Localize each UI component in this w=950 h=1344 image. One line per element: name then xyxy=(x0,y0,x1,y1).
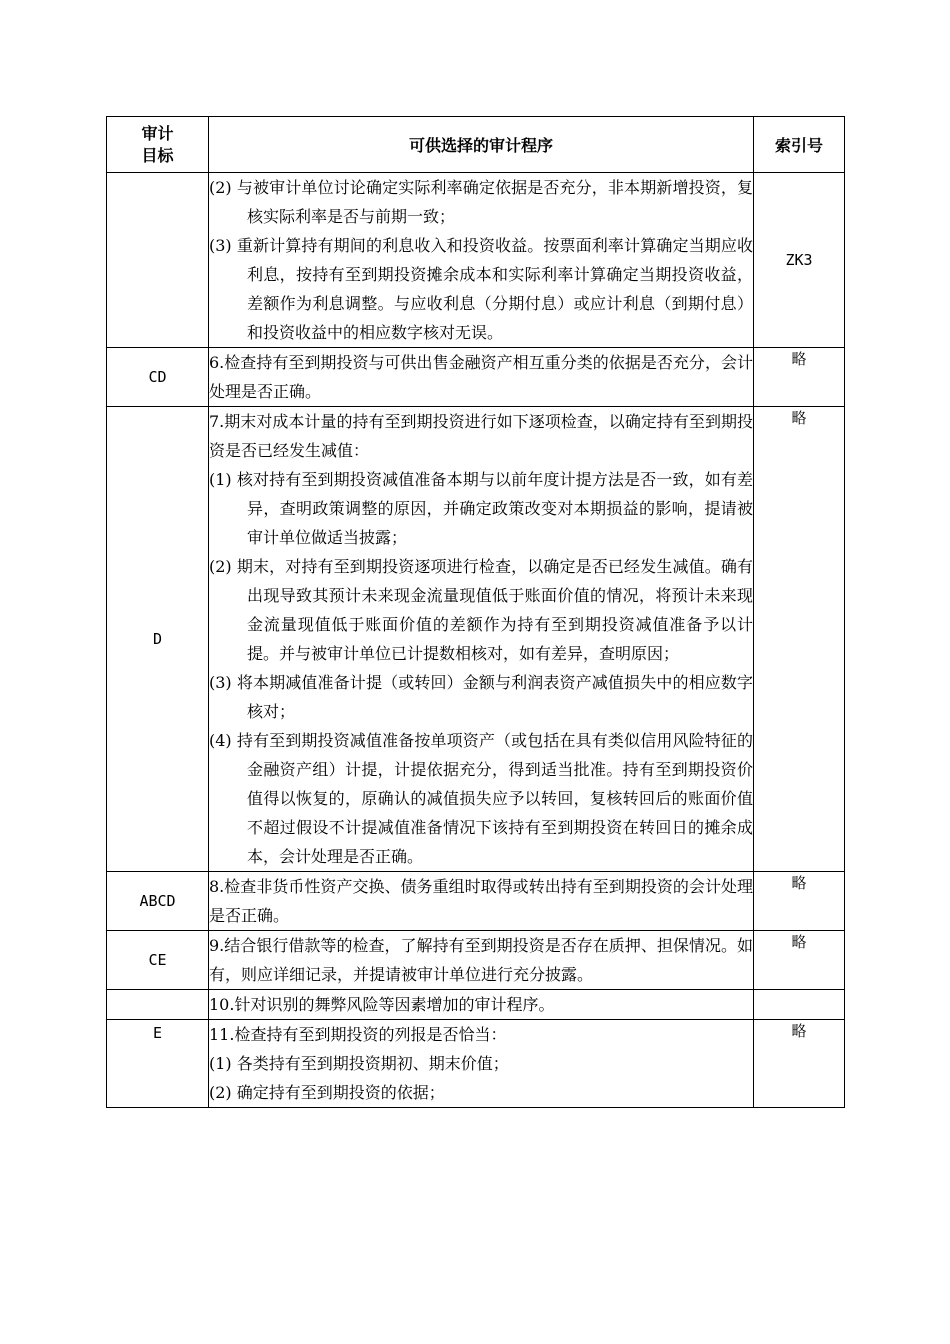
index-cell xyxy=(754,990,845,1020)
procedure-subitem: (4) 持有至到期投资减值准备按单项资产（或包括在具有类似信用风险特征的金融资产组）计提，计提依据充分，得到适当批准。持有至到期投资价值得以恢复的，原确认的减值损失应予以转回，复核转回后的账面价值不超过假设不计提减值准备情况下该持有至到期投资在转回日的摊余成本，会计处理是否正确。 xyxy=(209,731,753,866)
procedure-main: 8.检查非货币性资产交换、债务重组时取得或转出持有至到期投资的会计处理是否正确。 xyxy=(209,877,753,925)
table-row xyxy=(107,872,845,931)
objective-cell: CD xyxy=(107,348,209,407)
procedure-main: 6.检查持有至到期投资与可供出售金融资产相互重分类的依据是否充分，会计处理是否正确。 xyxy=(209,353,753,401)
procedure-main: 9.结合银行借款等的检查，了解持有至到期投资是否存在质押、担保情况。如有，则应详细记录，并提请被审计单位进行充分披露。 xyxy=(209,936,753,984)
index-cell: 略 xyxy=(754,872,845,931)
audit-procedure-table xyxy=(106,116,845,1108)
table-row xyxy=(107,348,845,407)
objective-header-line1: 审计 xyxy=(141,123,174,143)
procedure-cell xyxy=(209,348,754,407)
table-header-row xyxy=(107,117,845,173)
procedure-main: 11.检查持有至到期投资的列报是否恰当： xyxy=(209,1025,507,1044)
index-cell: 略 xyxy=(754,1020,845,1108)
procedure-subitem: (2) 确定持有至到期投资的依据； xyxy=(209,1083,445,1102)
table-row xyxy=(107,407,845,872)
objective-cell xyxy=(107,990,209,1020)
procedure-subitem: (2) 期末，对持有至到期投资逐项进行检查，以确定是否已经发生减值。确有出现导致其预计未来现金流量现值低于账面价值的情况，将预计未来现金流量现值低于账面价值的差额作为持有至到期投资减值准备予以计提。并与被审计单位已计提数相核对，如有差异，查明原因； xyxy=(209,557,753,663)
procedure-cell xyxy=(209,1020,754,1108)
procedure-cell xyxy=(209,173,754,348)
procedure-subitem: (1) 各类持有至到期投资期初、期末价值； xyxy=(209,1054,509,1073)
procedure-main: 7.期末对成本计量的持有至到期投资进行如下逐项检查，以确定持有至到期投资是否已经发生减值： xyxy=(209,412,753,460)
objective-header xyxy=(107,117,209,173)
procedure-subitem: (3) 将本期减值准备计提（或转回）金额与利润表资产减值损失中的相应数字核对； xyxy=(209,673,753,721)
procedure-cell xyxy=(209,872,754,931)
procedure-main: 10.针对识别的舞弊风险等因素增加的审计程序。 xyxy=(209,995,555,1014)
procedure-cell xyxy=(209,990,754,1020)
index-cell: ZK3 xyxy=(754,173,845,348)
procedure-header: 可供选择的审计程序 xyxy=(209,117,754,173)
objective-cell: E xyxy=(107,1020,209,1108)
index-cell: 略 xyxy=(754,931,845,990)
objective-cell xyxy=(107,173,209,348)
table-row xyxy=(107,931,845,990)
objective-cell: CE xyxy=(107,931,209,990)
procedure-cell xyxy=(209,931,754,990)
procedure-subitem: (2) 与被审计单位讨论确定实际利率确定依据是否充分，非本期新增投资，复核实际利率是否与前期一致； xyxy=(209,178,753,226)
index-cell: 略 xyxy=(754,348,845,407)
objective-cell: D xyxy=(107,407,209,872)
table-row xyxy=(107,1020,845,1108)
index-header: 索引号 xyxy=(754,117,845,173)
procedure-subitem: (1) 核对持有至到期投资减值准备本期与以前年度计提方法是否一致，如有差异，查明政策调整的原因，并确定政策改变对本期损益的影响，提请被审计单位做适当披露； xyxy=(209,470,753,547)
table-row xyxy=(107,990,845,1020)
objective-header-line2: 目标 xyxy=(141,145,174,165)
procedure-subitem: (3) 重新计算持有期间的利息收入和投资收益。按票面利率计算确定当期应收利息，按持有至到期投资摊余成本和实际利率计算确定当期投资收益，差额作为利息调整。与应收利息（分期付息）或应计利息（到期付息）和投资收益中的相应数字核对无误。 xyxy=(209,236,753,342)
table-row xyxy=(107,173,845,348)
objective-cell: ABCD xyxy=(107,872,209,931)
procedure-cell xyxy=(209,407,754,872)
index-cell: 略 xyxy=(754,407,845,872)
